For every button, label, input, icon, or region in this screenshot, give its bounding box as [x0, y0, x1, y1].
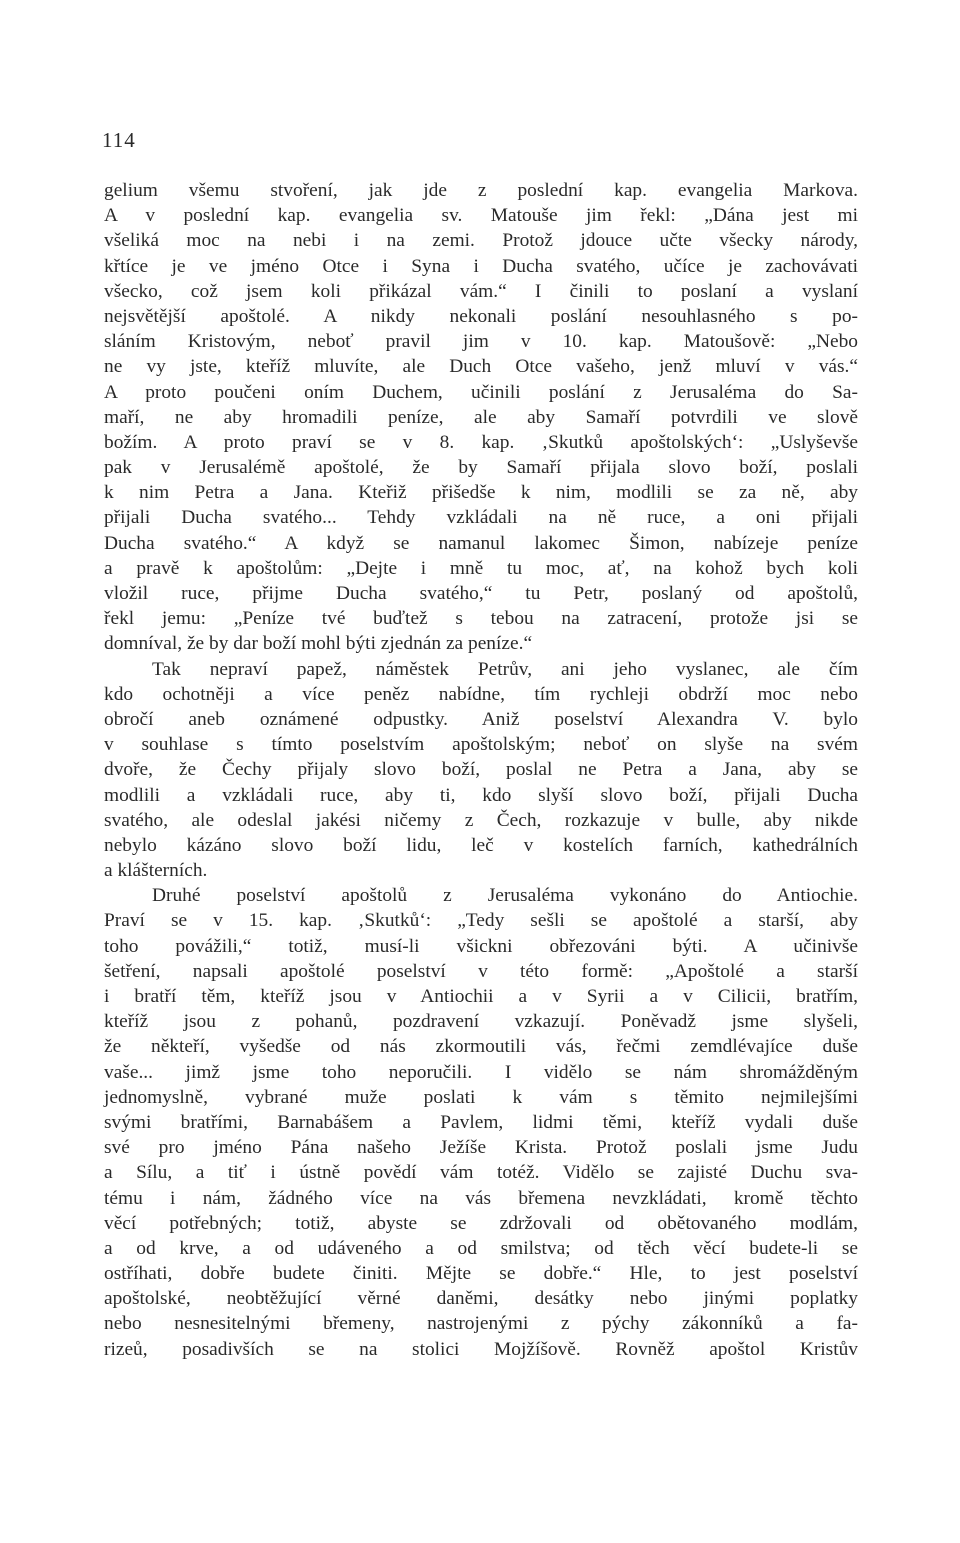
- text-line: a od krve, a od udáveného a od smilstva; od těch věcí budete-li se: [104, 1237, 858, 1259]
- text-line: kteříž jsou z pohanů, pozdravení vzkazují. Poněvadž jsme slyšeli,: [104, 1011, 858, 1033]
- text-line: Praví se v 15. kap. ‚Skutků‘: „Tedy sešli se apoštolé a starší, aby: [104, 910, 858, 932]
- text-line: vaše... jimž jsme toho neporučili. I vidělo se nám shromážděným: [104, 1061, 858, 1083]
- text-line: apoštolské, neobtěžující věrné daněmi, desátky nebo jinými poplatky: [104, 1288, 858, 1310]
- text-line: toho povážili,“ totiž, musí-li všickni obřezováni býti. A učinivše: [104, 935, 858, 957]
- text-line: nebo nesnesitelnými břemeny, nastrojenými z pýchy zákonníků a fa-: [104, 1313, 858, 1335]
- body-text: [104, 178, 858, 1362]
- text-line: jednomyslně, vybrané muže poslati k vám s těmito nejmilejšími: [104, 1086, 858, 1108]
- text-line: v souhlase s tímto poselstvím apoštolským; neboť on slyše na svém: [104, 734, 858, 756]
- text-line: své pro jméno Pána našeho Ježíše Krista. Protož poslali jsme Judu: [104, 1137, 858, 1159]
- text-line: vložil ruce, přijme Ducha svatého,“ tu Petr, poslaný od apoštolů,: [104, 583, 858, 604]
- text-line: nejsvětější apoštolé. A nikdy nekonali poslání nesouhlasného s po-: [104, 305, 858, 327]
- text-line: maří, ne aby hromadili peníze, ale aby Samaří potvrdili ve slově: [104, 406, 858, 428]
- text-line: kdo ochotněji a více peněz nabídne, tím rychleji obdrží moc nebo: [104, 683, 858, 705]
- text-line: Ducha svatého.“ A když se namanul lakomec Šimon, nabízeje peníze: [104, 532, 858, 554]
- text-line: že někteří, vyšedše od nás zkormoutili vás, řečmi zemdlévajíce duše: [104, 1036, 858, 1058]
- text-line: pak v Jerusalémě apoštolé, že by Samaří přijala slovo boží, poslali: [104, 457, 858, 479]
- text-line: a Sílu, a tiť i ústně povědí vám totéž. Vidělo se zajisté Duchu sva-: [104, 1162, 858, 1184]
- text-line: rizeů, posadivších se na stolici Mojžíšově. Rovněž apoštol Kristův: [104, 1338, 858, 1360]
- text-line: nebylo kázáno slovo boží lidu, leč v kostelích farních, kathedrálních: [104, 834, 858, 856]
- text-line: k nim Petra a Jana. Kteřiž přišedše k nim, modlili se za ně, aby: [104, 482, 858, 504]
- text-line: a pravě k apoštolům: „Dejte i mně tu moc, ať, na kohož bych koli: [104, 557, 858, 579]
- text-line: svatého, ale odeslal jakési ničemy z Čech, rozkazuje v bulle, aby nikde: [104, 809, 858, 831]
- text-line: A v poslední kap. evangelia sv. Matouše jim řekl: „Dána jest mi: [104, 205, 858, 227]
- text-line: křtíce je ve jméno Otce i Syna i Ducha svatého, učíce je zachovávati: [104, 255, 858, 277]
- text-line: modlili a vzkládali ruce, aby ti, kdo slyší slovo boží, přijali Ducha: [104, 784, 858, 806]
- text-line: domníval, že by dar boží mohl býti zjednán za peníze.“: [104, 633, 533, 655]
- text-line: všeliká moc na nebi i na zemi. Protož jdouce učte všecky národy,: [104, 230, 858, 252]
- text-line: i bratří těm, kteříž jsou v Antiochii a v Syrii a v Cilicii, bratřím,: [104, 986, 858, 1007]
- text-line: tému i nám, žádného více na vás břemena nevzkládati, kromě těchto: [104, 1187, 858, 1209]
- text-line: obročí aneb oznámené odpustky. Aniž poselství Alexandra V. bylo: [104, 708, 858, 730]
- text-line: šetření, napsali apoštolé poselství v této formě: „Apoštolé a starší: [104, 960, 858, 982]
- text-line: ne vy jste, kteříž mluvíte, ale Duch Otce vašeho, jenž mluví v vás.“: [104, 356, 858, 378]
- text-line: božím. A proto praví se v 8. kap. ‚Skutků apoštolských‘: „Uslyševše: [104, 431, 858, 453]
- text-line: všecko, což jsem koli přikázal vám.“ I činili to poslaní a vyslaní: [104, 280, 858, 302]
- text-line: Druhé poselství apoštolů z Jerusaléma vykonáno do Antiochie.: [152, 885, 858, 907]
- text-line: ostříhati, dobře budete činiti. Mějte se dobře.“ Hle, to jest poselství: [104, 1263, 858, 1285]
- text-line: dvoře, že Čechy přijaly slovo boží, poslal ne Petra a Jana, aby se: [104, 759, 858, 781]
- text-line: řekl jemu: „Peníze tvé buďtež s tebou na zatracení, protože jsi se: [104, 608, 858, 630]
- text-line: a klášterních.: [104, 860, 208, 882]
- text-line: gelium všemu stvoření, jak jde z poslední kap. evangelia Markova.: [104, 180, 858, 201]
- text-line: přijali Ducha svatého... Tehdy vzkládali na ně ruce, a oni přijali: [104, 507, 858, 529]
- text-line: Tak nepraví papež, náměstek Petrův, ani jeho vyslanec, ale čím: [152, 658, 858, 680]
- text-line: A proto poučeni oním Duchem, učinili poslání z Jerusaléma do Sa-: [104, 381, 858, 403]
- text-line: svými bratřími, Barnabášem a Pavlem, lidmi těmi, kteříž vydali duše: [104, 1111, 858, 1133]
- text-line: věcí potřebných; totiž, abyste se zdržovali od obětovaného modlám,: [104, 1212, 858, 1234]
- text-line: sláním Kristovým, neboť pravil jim v 10. kap. Matoušově: „Nebo: [104, 331, 858, 353]
- page-number: 114: [102, 128, 136, 152]
